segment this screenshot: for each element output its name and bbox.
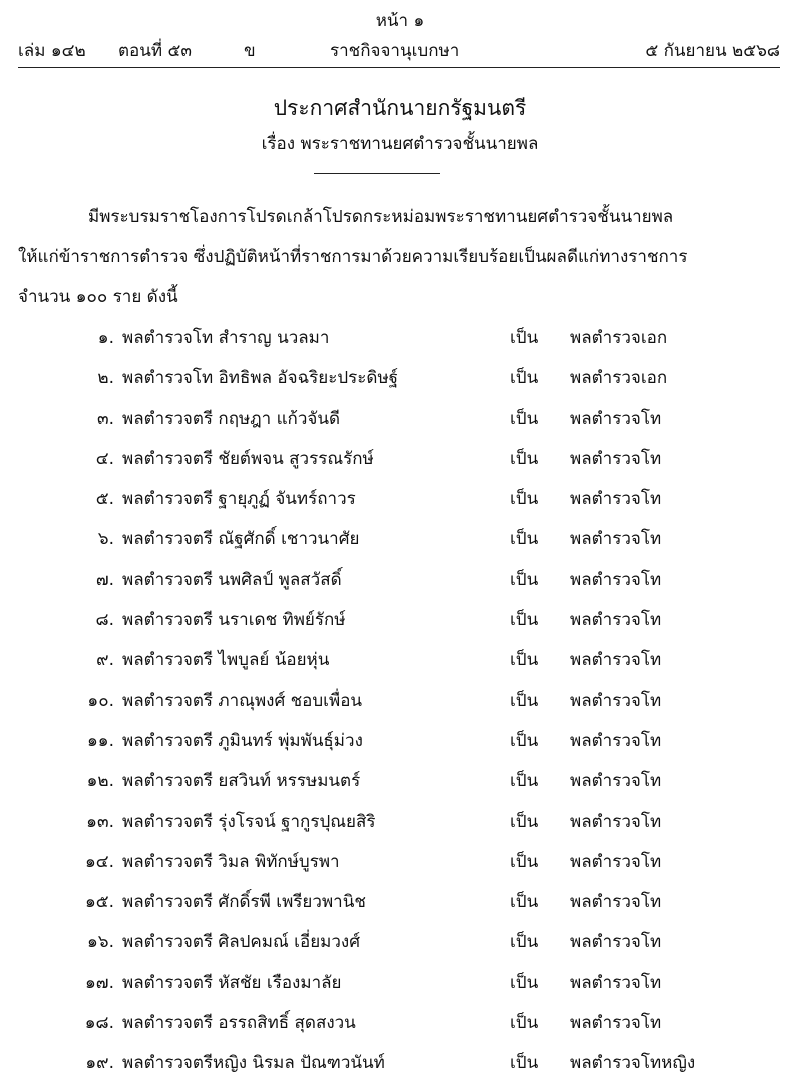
appointment-number: ๙. <box>96 650 114 671</box>
promotion-word: เป็น <box>510 610 539 631</box>
appointment-row <box>0 399 800 439</box>
gazette-name: ราชกิจจานุเบกษา <box>330 41 460 61</box>
new-rank: พลตำรวจโท <box>570 771 662 792</box>
promotion-word: เป็น <box>510 529 539 550</box>
officer-name: พลตำรวจโท อิทธิพล อัจฉริยะประดิษฐ์ <box>122 368 399 389</box>
officer-name: พลตำรวจตรี กฤษฎา แก้วจันดี <box>122 408 340 429</box>
page-number: หน้า ๑ <box>375 11 425 31</box>
gazette-header <box>18 38 780 64</box>
promotion-word: เป็น <box>510 448 539 469</box>
promotion-word: เป็น <box>510 368 539 389</box>
header-divider <box>18 67 780 68</box>
officer-name: พลตำรวจตรี อรรถสิทธิ์ สุดสงวน <box>122 1013 356 1034</box>
promotion-word: เป็น <box>510 892 539 913</box>
appointment-row <box>0 519 800 559</box>
appointment-row <box>0 358 800 398</box>
new-rank: พลตำรวจโท <box>570 650 662 671</box>
promotion-word: เป็น <box>510 771 539 792</box>
officer-name: พลตำรวจตรี ศิลปคมณ์ เอี่ยมวงศ์ <box>122 932 360 953</box>
appointment-number: ๑๘. <box>84 1013 114 1034</box>
promotion-word: เป็น <box>510 730 539 751</box>
officer-name: พลตำรวจตรี นพศิลป์ พูลสวัสดิ์ <box>122 569 342 590</box>
appointment-row <box>0 802 800 842</box>
appointment-number: ๘. <box>95 610 114 631</box>
appointment-row <box>0 681 800 721</box>
new-rank: พลตำรวจโท <box>570 811 662 832</box>
promotion-word: เป็น <box>510 972 539 993</box>
officer-name: พลตำรวจโท สำราญ นวลมา <box>122 328 330 348</box>
new-rank: พลตำรวจโท <box>570 972 662 993</box>
new-rank: พลตำรวจเอก <box>570 328 668 348</box>
appointment-row <box>0 882 800 922</box>
appointment-number: ๑๐. <box>87 690 114 711</box>
officer-name: พลตำรวจตรี ศักดิ์รพี เพรียวพานิช <box>122 892 366 913</box>
new-rank: พลตำรวจโท <box>570 892 662 913</box>
appointment-row <box>0 842 800 882</box>
body-line-2: ให้แก่ข้าราชการตำรวจ ซึ่งปฏิบัติหน้าที่ราชการมาด้วยความเรียบร้อยเป็นผลดีแก่ทางราชการ <box>18 247 688 267</box>
officer-name: พลตำรวจตรี รุ่งโรจน์ ฐากูรปุณยสิริ <box>122 811 376 832</box>
promotion-word: เป็น <box>510 1053 539 1074</box>
issue-section: ตอนที่ ๕๓ <box>118 41 192 61</box>
promotion-word: เป็น <box>510 650 539 671</box>
appointment-row <box>0 721 800 761</box>
appointment-number: ๑๕. <box>84 892 114 913</box>
body-line-1: มีพระบรมราชโองการโปรดเกล้าโปรดกระหม่อมพระราชทานยศตำรวจชั้นนายพล <box>88 207 674 227</box>
officer-name: พลตำรวจตรี ยสวินท์ หรรษมนตร์ <box>122 771 361 792</box>
announcement-subject: เรื่อง พระราชทานยศตำรวจชั้นนายพล <box>261 134 539 154</box>
appointment-row <box>0 439 800 479</box>
appointment-list <box>0 318 800 1084</box>
promotion-word: เป็น <box>510 569 539 590</box>
officer-name: พลตำรวจตรี วิมล พิทักษ์บูรพา <box>122 851 340 872</box>
officer-name: พลตำรวจตรี ชัยต์พจน สูวรรณรักษ์ <box>122 448 374 469</box>
officer-name: พลตำรวจตรีหญิง นิรมล ปัณฑวนันท์ <box>122 1053 385 1074</box>
appointment-number: ๑๔. <box>84 851 114 872</box>
promotion-word: เป็น <box>510 932 539 953</box>
appointment-row <box>0 560 800 600</box>
promotion-word: เป็น <box>510 328 539 348</box>
officer-name: พลตำรวจตรี ไพบูลย์ น้อยหุ่น <box>122 650 330 671</box>
appointment-number: ๕. <box>95 489 114 510</box>
appointment-number: ๔. <box>95 448 114 469</box>
appointment-number: ๑๓. <box>86 811 114 832</box>
promotion-word: เป็น <box>510 851 539 872</box>
new-rank: พลตำรวจโท <box>570 690 662 711</box>
new-rank: พลตำรวจโท <box>570 610 662 631</box>
title-divider <box>314 173 440 174</box>
appointment-number: ๑๗. <box>85 972 114 993</box>
promotion-word: เป็น <box>510 811 539 832</box>
promotion-word: เป็น <box>510 408 539 429</box>
promotion-word: เป็น <box>510 1013 539 1034</box>
promotion-word: เป็น <box>510 489 539 510</box>
appointment-number: ๑๑. <box>87 730 114 751</box>
appointment-number: ๑๙. <box>85 1053 114 1074</box>
appointment-number: ๓. <box>96 408 114 429</box>
issue-part: ข <box>244 41 256 61</box>
new-rank: พลตำรวจโท <box>570 529 662 550</box>
book-volume: เล่ม ๑๔๒ <box>18 41 86 61</box>
publication-date: ๕ กันยายน ๒๕๖๘ <box>645 41 780 61</box>
appointment-row <box>0 1043 800 1083</box>
appointment-row <box>0 761 800 801</box>
appointment-number: ๖. <box>97 529 114 550</box>
new-rank: พลตำรวจเอก <box>570 368 668 389</box>
new-rank: พลตำรวจโท <box>570 408 662 429</box>
appointment-row <box>0 640 800 680</box>
new-rank: พลตำรวจโท <box>570 932 662 953</box>
officer-name: พลตำรวจตรี หัสชัย เรืองมาลัย <box>122 972 342 993</box>
appointment-row <box>0 963 800 1003</box>
appointment-number: ๑. <box>97 328 114 348</box>
appointment-number: ๑๖. <box>87 932 114 953</box>
appointment-row <box>0 1003 800 1043</box>
officer-name: พลตำรวจตรี นราเดช ทิพย์รักษ์ <box>122 610 346 631</box>
appointment-row <box>0 479 800 519</box>
new-rank: พลตำรวจโทหญิง <box>570 1053 696 1074</box>
officer-name: พลตำรวจตรี ภูมินทร์ พุ่มพันธุ์ม่วง <box>122 730 363 751</box>
officer-name: พลตำรวจตรี ณัฐศักดิ์ เชาวนาศัย <box>122 529 360 550</box>
promotion-word: เป็น <box>510 690 539 711</box>
new-rank: พลตำรวจโท <box>570 448 662 469</box>
new-rank: พลตำรวจโท <box>570 489 662 510</box>
new-rank: พลตำรวจโท <box>570 569 662 590</box>
appointment-number: ๑๒. <box>86 771 114 792</box>
officer-name: พลตำรวจตรี ฐายุภูฏ์ จันทร์ถาวร <box>122 489 356 510</box>
body-line-3: จำนวน ๑๐๐ ราย ดังนี้ <box>18 287 178 307</box>
appointment-number: ๒. <box>97 368 114 389</box>
appointment-row <box>0 600 800 640</box>
officer-name: พลตำรวจตรี ภาณุพงศ์ ชอบเพื่อน <box>122 690 363 711</box>
announcement-title: ประกาศสำนักนายกรัฐมนตรี <box>273 96 527 120</box>
new-rank: พลตำรวจโท <box>570 1013 662 1034</box>
appointment-number: ๗. <box>95 569 114 590</box>
appointment-row <box>0 922 800 962</box>
appointment-row <box>0 318 800 358</box>
new-rank: พลตำรวจโท <box>570 851 662 872</box>
new-rank: พลตำรวจโท <box>570 730 662 751</box>
